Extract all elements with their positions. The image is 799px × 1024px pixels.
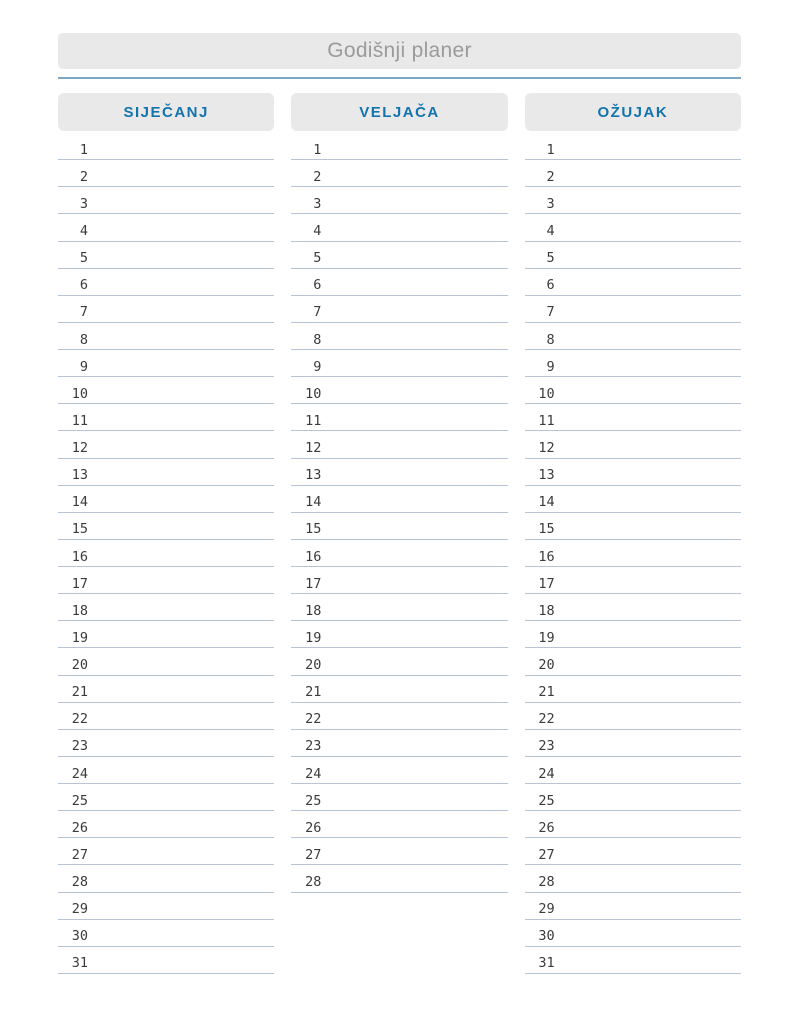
- day-row: [58, 187, 274, 214]
- day-number: 28: [71, 874, 88, 890]
- day-number: 28: [305, 874, 322, 890]
- day-row: [525, 621, 741, 648]
- day-number: 21: [538, 684, 555, 701]
- day-row: [291, 377, 507, 404]
- day-number: 25: [538, 792, 555, 809]
- day-row: [291, 648, 507, 675]
- day-row: [291, 323, 507, 350]
- day-number: 4: [313, 223, 322, 239]
- day-number: 29: [538, 901, 555, 918]
- day-number: 15: [71, 521, 88, 538]
- day-number: 9: [79, 358, 88, 375]
- day-row: [525, 133, 741, 160]
- day-number: 14: [538, 494, 555, 511]
- day-number: 20: [71, 657, 88, 673]
- day-number: 6: [313, 277, 322, 294]
- day-number: 19: [71, 629, 88, 646]
- day-number: 25: [305, 792, 322, 809]
- day-row: [58, 486, 274, 513]
- day-row: [58, 730, 274, 757]
- day-number: 14: [71, 494, 88, 511]
- day-number: 18: [305, 602, 322, 619]
- day-number: 27: [305, 846, 322, 863]
- day-row: [525, 920, 741, 947]
- day-number: 9: [546, 358, 555, 375]
- day-number: 23: [71, 738, 88, 755]
- month-column-ozujak: [525, 93, 741, 974]
- day-row: [525, 865, 741, 892]
- month-label: SIJEČANJ: [123, 103, 209, 121]
- day-row: [58, 459, 274, 486]
- day-row: [291, 350, 507, 377]
- day-number: 5: [313, 250, 322, 267]
- day-number: 15: [305, 521, 322, 538]
- day-number: 5: [79, 250, 88, 267]
- day-row: [525, 187, 741, 214]
- day-list-sijecanj: [58, 133, 274, 974]
- day-row: [58, 648, 274, 675]
- day-row: [58, 838, 274, 865]
- day-number: 22: [71, 711, 88, 728]
- day-number: 10: [538, 385, 555, 402]
- day-list-ozujak: [525, 133, 741, 974]
- day-row: [525, 947, 741, 974]
- day-number: 13: [538, 467, 555, 484]
- day-number: 24: [538, 765, 555, 782]
- day-number: 1: [546, 141, 555, 158]
- day-row: [291, 242, 507, 269]
- day-row: [58, 160, 274, 187]
- day-number: 23: [305, 738, 322, 755]
- day-number: 31: [71, 955, 88, 972]
- day-number: 13: [305, 467, 322, 484]
- day-row: [58, 811, 274, 838]
- day-row: [525, 269, 741, 296]
- day-number: 28: [538, 874, 555, 890]
- day-row: [291, 404, 507, 431]
- month-header-veljaca: [291, 93, 507, 131]
- day-row: [291, 160, 507, 187]
- day-number: 25: [71, 792, 88, 809]
- day-row: [291, 187, 507, 214]
- month-columns: [58, 93, 741, 974]
- day-number: 21: [71, 684, 88, 701]
- month-label: VELJAČA: [359, 103, 440, 121]
- day-number: 23: [538, 738, 555, 755]
- day-number: 17: [538, 575, 555, 592]
- day-row: [58, 865, 274, 892]
- day-number: 1: [313, 141, 322, 158]
- day-row: [291, 214, 507, 241]
- day-row: [291, 757, 507, 784]
- day-row: [525, 404, 741, 431]
- day-row: [525, 757, 741, 784]
- day-number: 2: [546, 168, 555, 185]
- day-number: 31: [538, 955, 555, 972]
- day-row: [525, 296, 741, 323]
- day-row: [291, 730, 507, 757]
- day-number: 27: [538, 846, 555, 863]
- day-number: 26: [305, 819, 322, 836]
- day-row: [525, 540, 741, 567]
- day-row: [58, 757, 274, 784]
- day-row: [58, 431, 274, 458]
- day-number: 11: [71, 412, 88, 429]
- day-row: [525, 214, 741, 241]
- day-number: 9: [313, 358, 322, 375]
- day-row: [525, 594, 741, 621]
- day-number: 12: [305, 440, 322, 456]
- day-row: [525, 811, 741, 838]
- day-number: 8: [546, 331, 555, 348]
- day-number: 30: [538, 928, 555, 945]
- day-number: 16: [538, 548, 555, 565]
- day-row: [291, 784, 507, 811]
- day-row: [525, 431, 741, 458]
- day-number: 4: [79, 223, 88, 239]
- day-number: 24: [71, 765, 88, 782]
- day-row: [58, 242, 274, 269]
- day-number: 7: [313, 304, 322, 321]
- day-number: 22: [305, 711, 322, 728]
- day-row: [525, 703, 741, 730]
- day-row: [58, 703, 274, 730]
- month-column-sijecanj: [58, 93, 274, 974]
- day-number: 4: [546, 223, 555, 239]
- day-row: [525, 838, 741, 865]
- day-row: [291, 296, 507, 323]
- day-number: 17: [305, 575, 322, 592]
- title-divider: [58, 77, 741, 79]
- day-number: 19: [305, 629, 322, 646]
- day-number: 13: [71, 467, 88, 484]
- day-number: 29: [71, 901, 88, 918]
- day-number: 27: [71, 846, 88, 863]
- day-row: [58, 947, 274, 974]
- day-row: [291, 269, 507, 296]
- day-row: [291, 811, 507, 838]
- day-row: [291, 676, 507, 703]
- day-number: 6: [546, 277, 555, 294]
- planner-content: [58, 33, 741, 974]
- day-row: [291, 133, 507, 160]
- day-row: [58, 404, 274, 431]
- day-row: [525, 242, 741, 269]
- day-row: [525, 893, 741, 920]
- day-number: 11: [305, 412, 322, 429]
- day-row: [58, 540, 274, 567]
- day-row: [525, 459, 741, 486]
- day-row: [525, 730, 741, 757]
- day-number: 21: [305, 684, 322, 701]
- day-row: [58, 567, 274, 594]
- day-number: 16: [71, 548, 88, 565]
- day-number: 10: [71, 385, 88, 402]
- day-number: 12: [71, 440, 88, 456]
- day-number: 12: [538, 440, 555, 456]
- day-number: 11: [538, 412, 555, 429]
- day-row: [525, 676, 741, 703]
- day-number: 5: [546, 250, 555, 267]
- month-header-sijecanj: [58, 93, 274, 131]
- day-number: 7: [79, 304, 88, 321]
- day-number: 2: [313, 168, 322, 185]
- day-row: [58, 377, 274, 404]
- day-number: 2: [79, 168, 88, 185]
- day-row: [291, 513, 507, 540]
- day-row: [58, 323, 274, 350]
- day-row: [291, 865, 507, 892]
- day-row: [58, 350, 274, 377]
- day-row: [58, 676, 274, 703]
- day-row: [525, 513, 741, 540]
- day-number: 3: [313, 195, 322, 212]
- day-row: [291, 459, 507, 486]
- day-row: [291, 567, 507, 594]
- day-row: [58, 513, 274, 540]
- day-number: 26: [538, 819, 555, 836]
- day-number: 6: [79, 277, 88, 294]
- month-label: OŽUJAK: [597, 103, 669, 121]
- day-number: 18: [71, 602, 88, 619]
- day-number: 19: [538, 629, 555, 646]
- day-row: [291, 540, 507, 567]
- day-row: [525, 377, 741, 404]
- day-row: [58, 893, 274, 920]
- day-row: [291, 621, 507, 648]
- day-number: 10: [305, 385, 322, 402]
- day-row: [525, 486, 741, 513]
- day-number: 30: [71, 928, 88, 945]
- day-row: [58, 594, 274, 621]
- day-number: 3: [546, 195, 555, 212]
- day-row: [525, 323, 741, 350]
- day-row: [58, 269, 274, 296]
- day-row: [525, 567, 741, 594]
- day-row: [291, 594, 507, 621]
- planner-title-bar: [58, 33, 741, 69]
- day-number: 7: [546, 304, 555, 321]
- day-number: 26: [71, 819, 88, 836]
- day-row: [291, 838, 507, 865]
- day-number: 3: [79, 195, 88, 212]
- day-row: [525, 648, 741, 675]
- day-row: [291, 431, 507, 458]
- day-number: 17: [71, 575, 88, 592]
- day-number: 14: [305, 494, 322, 511]
- month-header-ozujak: [525, 93, 741, 131]
- day-number: 8: [313, 331, 322, 348]
- day-row: [291, 703, 507, 730]
- day-number: 20: [538, 657, 555, 673]
- day-number: 8: [79, 331, 88, 348]
- page-title: Godišnji planer: [327, 39, 472, 62]
- day-row: [525, 160, 741, 187]
- day-row: [58, 296, 274, 323]
- planner-header: [58, 33, 741, 79]
- month-column-veljaca: [291, 93, 507, 974]
- day-list-veljaca: [291, 133, 507, 893]
- day-row: [525, 784, 741, 811]
- day-row: [58, 214, 274, 241]
- day-number: 24: [305, 765, 322, 782]
- day-row: [291, 486, 507, 513]
- day-row: [525, 350, 741, 377]
- day-row: [58, 920, 274, 947]
- day-number: 18: [538, 602, 555, 619]
- day-number: 15: [538, 521, 555, 538]
- day-number: 16: [305, 548, 322, 565]
- day-number: 22: [538, 711, 555, 728]
- day-row: [58, 784, 274, 811]
- day-row: [58, 621, 274, 648]
- day-row: [58, 133, 274, 160]
- day-number: 20: [305, 657, 322, 673]
- day-number: 1: [79, 141, 88, 158]
